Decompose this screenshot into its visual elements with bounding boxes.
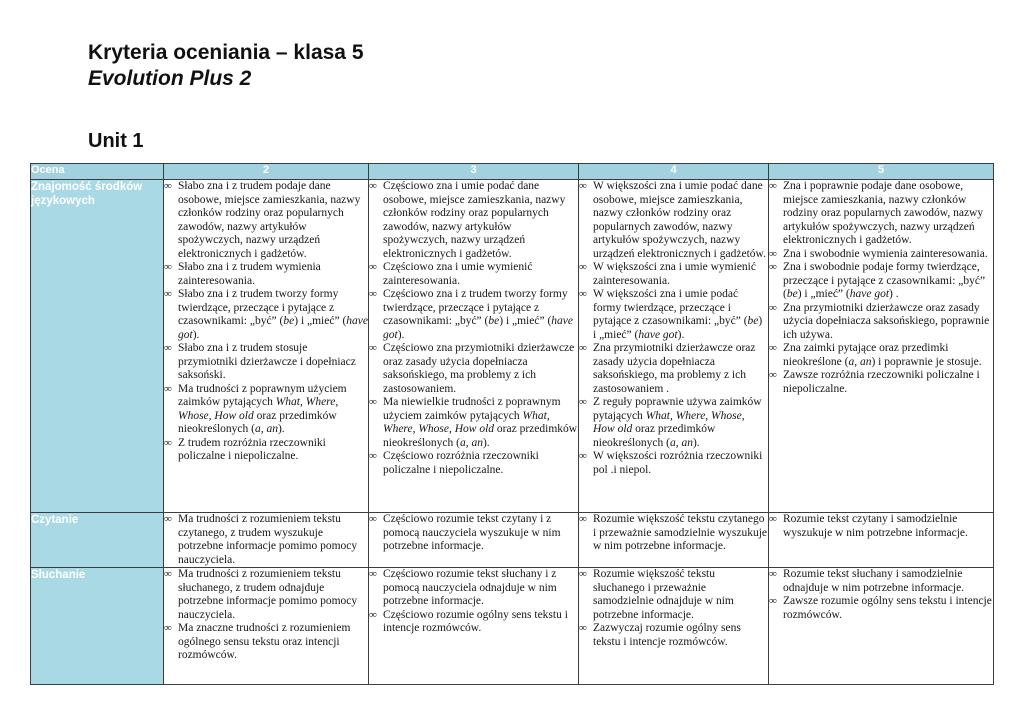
bullet-text: Rozumie tekst słuchany i samodzielnie odnajduje w nim potrzebne informacje.	[783, 568, 965, 594]
criteria-bullet	[579, 396, 768, 450]
bullet-text: Zna i swobodnie wymienia zainteresowania.	[783, 247, 988, 260]
cell-czytanie-grade3	[369, 513, 579, 568]
criteria-bullet	[164, 383, 368, 437]
bullet-text: Zna zaimki pytające oraz przedimki nieokreślone (a, an) i poprawnie je stosuje.	[783, 342, 982, 368]
table-row	[31, 180, 994, 513]
bullet-text: Z reguły poprawnie używa zaimków pytających What, Where, Whose, How old oraz przedimków nieokreślonych (a, an).	[593, 396, 762, 449]
header-grade-2: 2	[164, 164, 369, 180]
bullet-text: Zawsze rozróżnia rzeczowniki policzalne i niepoliczalne.	[783, 369, 980, 395]
bullet-text: Rozumie większość tekstu słuchanego i przeważnie samodzielnie odnajduje w nim potrzebne informacje.	[593, 568, 734, 621]
bullet-text: Słabo zna i z trudem podaje dane osobowe, miejsce zamieszkania, nazwy członków rodziny oraz popularnych zawodów, nazwy artykułów spożywczych, nazwy urządzeń elektronicznych i gadżetów.	[178, 180, 361, 260]
bullet-text: Rozumie większość tekstu czytanego i przeważnie samodzielnie wyszukuje w nim potrzebne informacje.	[593, 513, 768, 552]
bullet-text: W większości zna i umie podać formy twierdzące, przeczące i pytające z czasownikami: „być” (be) i „mieć” (have got).	[593, 288, 763, 341]
header-grade-4: 4	[579, 164, 769, 180]
criteria-bullet	[369, 568, 578, 609]
document-titles	[88, 40, 364, 92]
criteria-bullet	[164, 513, 368, 567]
criteria-bullet	[769, 513, 993, 540]
criteria-bullet	[164, 437, 368, 464]
bullet-icon: ∞	[579, 450, 587, 462]
bullet-icon: ∞	[164, 288, 172, 300]
bullet-icon: ∞	[369, 288, 377, 300]
bullet-text: Częściowo zna przymiotniki dzierżawcze oraz zasady użycia dopełniacza saksońskiego, ma problemy z ich zastosowaniem.	[383, 342, 575, 395]
criteria-bullet	[579, 622, 768, 649]
cell-czytanie-grade4	[579, 513, 769, 568]
bullet-text: Ma trudności z poprawnym użyciem zaimków pytających What, Where, Whose, How old oraz przedimków nieokreślonych (a, an).	[178, 382, 347, 435]
bullet-icon: ∞	[769, 595, 777, 607]
cell-znajomosc-grade5	[769, 180, 994, 513]
bullet-icon: ∞	[579, 513, 587, 525]
bullet-icon: ∞	[164, 436, 172, 449]
bullet-text: Częściowo rozróżnia rzeczowniki policzalne i niepoliczalne.	[383, 450, 539, 476]
bullet-text: Słabo zna i z trudem tworzy formy twierdzące, przeczące i pytające z czasownikami: „być” (be) i „mieć” (have got).	[178, 288, 368, 341]
criteria-bullet	[579, 288, 768, 342]
header-ocena: Ocena	[31, 164, 164, 180]
bullet-text: Ma znaczne trudności z rozumieniem ogólnego sensu tekstu oraz intencji rozmówców.	[178, 622, 351, 661]
bullet-text: W większości rozróżnia rzeczowniki pol .i niepol.	[593, 450, 763, 476]
criteria-bullet	[164, 568, 368, 622]
bullet-icon: ∞	[369, 180, 377, 192]
bullet-icon: ∞	[164, 513, 172, 525]
row-label-sluchanie: Słuchanie	[31, 568, 164, 685]
criteria-bullet	[769, 568, 993, 595]
unit-heading: Unit 1	[88, 130, 144, 152]
criteria-bullet	[769, 302, 993, 343]
bullet-icon: ∞	[164, 622, 172, 634]
criteria-bullet	[769, 248, 993, 262]
bullet-icon: ∞	[369, 608, 377, 621]
bullet-text: Ma trudności z rozumieniem tekstu słuchanego, z trudem odnajduje potrzebne informacje pomimo pomocy nauczyciela.	[178, 568, 358, 621]
bullet-text: Zna i swobodnie podaje formy twierdzące, przeczące i pytające z czasownikami: „być” (be) i „mieć” (have got) .	[783, 261, 986, 300]
criteria-bullet	[164, 622, 368, 663]
criteria-bullet	[164, 342, 368, 383]
bullet-icon: ∞	[164, 568, 172, 580]
criteria-bullet	[164, 288, 368, 342]
bullet-icon: ∞	[769, 513, 777, 525]
bullet-icon: ∞	[369, 261, 377, 273]
bullet-text: Częściowo rozumie tekst czytany i z pomocą nauczyciela wyszukuje w nim potrzebne informacje.	[383, 513, 561, 552]
row-label-znajomosc: Znajomość środków językowych	[31, 180, 164, 513]
bullet-icon: ∞	[579, 396, 587, 408]
header-grade-3: 3	[369, 164, 579, 180]
bullet-text: W większości zna i umie wymienić zainteresowania.	[593, 261, 756, 287]
bullet-text: Z trudem rozróżnia rzeczowniki policzalne i niepoliczalne.	[178, 436, 326, 462]
criteria-bullet	[769, 369, 993, 396]
cell-sluchanie-grade4	[579, 568, 769, 685]
bullet-icon: ∞	[369, 450, 377, 462]
bullet-text: Słabo zna i z trudem stosuje przymiotniki dzierżawcze i dopełniacz saksoński.	[178, 342, 356, 381]
bullet-icon: ∞	[164, 180, 172, 192]
bullet-icon: ∞	[369, 396, 377, 408]
table-header-row	[31, 164, 994, 180]
criteria-bullet	[369, 342, 578, 396]
bullet-text: W większości zna i umie podać dane osobowe, miejsce zamieszkania, nazwy członków rodziny oraz popularnych zawodów, nazwy artykułów spożywczych, nazwy urządzeń elektronicznych i gadżetów.	[593, 180, 766, 260]
bullet-text: Rozumie tekst czytany i samodzielnie wyszukuje w nim potrzebne informacje.	[783, 513, 968, 539]
bullet-icon: ∞	[579, 568, 587, 580]
bullet-text: Zna i poprawnie podaje dane osobowe, miejsce zamieszkania, nazwy członków rodziny oraz popularnych zawodów, nazwy artykułów spożywczych, nazwy urządzeń elektronicznych i gadżetów.	[783, 180, 984, 246]
criteria-bullet	[769, 180, 993, 248]
book-title: Evolution Plus 2	[88, 67, 252, 90]
row-label-czytanie: Czytanie	[31, 513, 164, 568]
cell-czytanie-grade2	[164, 513, 369, 568]
header-grade-5: 5	[769, 164, 994, 180]
criteria-bullet	[579, 342, 768, 396]
criteria-bullet	[579, 261, 768, 288]
bullet-icon: ∞	[579, 261, 587, 273]
criteria-bullet	[369, 180, 578, 261]
bullet-icon: ∞	[769, 180, 777, 192]
bullet-icon: ∞	[769, 247, 777, 260]
bullet-icon: ∞	[369, 342, 377, 354]
bullet-text: Słabo zna i z trudem wymienia zainteresowania.	[178, 261, 321, 287]
bullet-text: Częściowo rozumie tekst słuchany i z pomocą nauczyciela odnajduje w nim potrzebne informacje.	[383, 568, 557, 607]
bullet-icon: ∞	[579, 288, 587, 300]
bullet-icon: ∞	[579, 180, 587, 192]
bullet-text: Zazwyczaj rozumie ogólny sens tekstu i intencje rozmówców.	[593, 622, 741, 648]
bullet-icon: ∞	[579, 342, 587, 354]
bullet-icon: ∞	[769, 261, 777, 273]
bullet-icon: ∞	[369, 568, 377, 580]
bullet-icon: ∞	[164, 261, 172, 273]
bullet-icon: ∞	[769, 342, 777, 354]
criteria-bullet	[369, 288, 578, 342]
bullet-icon: ∞	[164, 342, 172, 354]
bullet-icon: ∞	[769, 568, 777, 580]
criteria-bullet	[369, 396, 578, 450]
cell-znajomosc-grade3	[369, 180, 579, 513]
criteria-bullet	[579, 568, 768, 622]
bullet-text: Częściowo zna i z trudem tworzy formy twierdzące, przeczące i pytające z czasownikami: „być” (be) i „mieć” (have got).	[383, 288, 573, 341]
criteria-bullet	[579, 180, 768, 261]
grading-criteria-table	[30, 163, 994, 685]
criteria-bullet	[369, 513, 578, 554]
bullet-text: Ma trudności z rozumieniem tekstu czytanego, z trudem wyszukuje potrzebne informacje pomimo pomocy nauczyciela.	[178, 513, 358, 566]
criteria-bullet	[579, 450, 768, 477]
criteria-bullet	[769, 261, 993, 302]
bullet-text: Częściowo rozumie ogólny sens tekstu i intencje rozmówców.	[383, 608, 568, 634]
criteria-bullet	[769, 595, 993, 622]
criteria-bullet	[369, 609, 578, 636]
criteria-bullet	[369, 261, 578, 288]
cell-znajomosc-grade4	[579, 180, 769, 513]
cell-czytanie-grade5	[769, 513, 994, 568]
table-row	[31, 568, 994, 685]
bullet-text: Częściowo zna i umie wymienić zainteresowania.	[383, 261, 533, 287]
criteria-bullet	[369, 450, 578, 477]
criteria-bullet	[164, 261, 368, 288]
bullet-text: Częściowo zna i umie podać dane osobowe, miejsce zamieszkania, nazwy członków rodziny oraz popularnych zawodów, nazwy artykułów spożywczych, nazwy urządzeń elektronicznych i gadżetów.	[383, 180, 566, 260]
cell-sluchanie-grade5	[769, 568, 994, 685]
bullet-icon: ∞	[164, 382, 172, 395]
bullet-icon: ∞	[769, 369, 777, 381]
page-title: Kryteria oceniania – klasa 5	[88, 41, 364, 64]
criteria-bullet	[164, 180, 368, 261]
bullet-icon: ∞	[769, 301, 777, 314]
bullet-text: Zna przymiotniki dzierżawcze oraz zasady użycia dopełniacza saksońskiego, ma problemy z ich zastosowaniem .	[593, 342, 756, 395]
bullet-text: Zawsze rozumie ogólny sens tekstu i intencje rozmówców.	[783, 595, 992, 621]
table-row	[31, 513, 994, 568]
bullet-text: Zna przymiotniki dzierżawcze oraz zasady użycia dopełniacza saksońskiego, poprawnie ich używa.	[783, 301, 990, 341]
criteria-bullet	[769, 342, 993, 369]
bullet-icon: ∞	[369, 513, 377, 525]
bullet-text: Ma niewielkie trudności z poprawnym użyciem zaimków pytających What, Where, Whose, How old oraz przedimków nieokreślonych (a, an).	[383, 396, 578, 449]
cell-znajomosc-grade2	[164, 180, 369, 513]
cell-sluchanie-grade3	[369, 568, 579, 685]
cell-sluchanie-grade2	[164, 568, 369, 685]
bullet-icon: ∞	[579, 622, 587, 634]
criteria-bullet	[579, 513, 768, 554]
